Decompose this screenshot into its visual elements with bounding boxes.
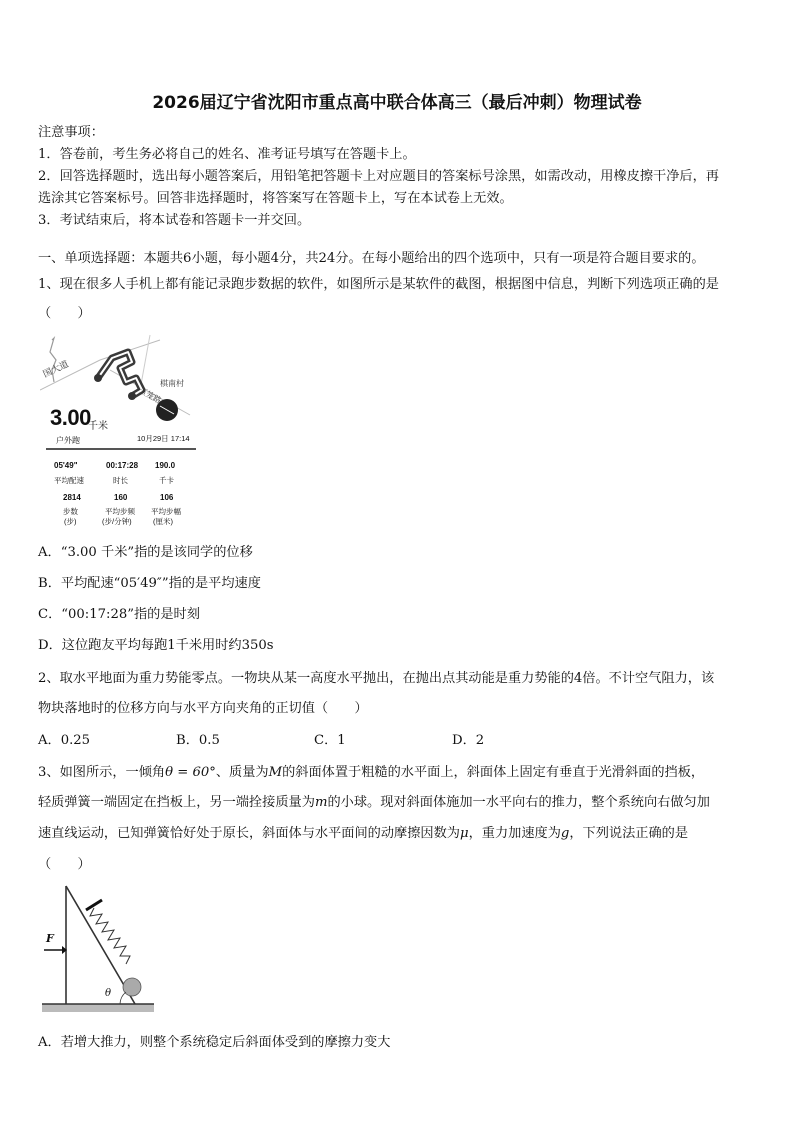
road-label-1: 国大道	[41, 358, 71, 380]
notice-heading: 注意事项：	[38, 125, 104, 140]
notice-item-2-cont: 选涂其它答案标号。回答非选择题时，将答案写在答题卡上，写在本试卷上无效。	[38, 191, 513, 206]
section-heading: 一、单项选择题：本题共6小题，每小题4分，共24分。在每小题给出的四个选项中，只有一项是符合题目要求的。	[38, 251, 705, 266]
stat-label-stride: 平均步幅	[151, 507, 181, 516]
q3-text: 速直线运动，已知弹簧恰好处于原长，斜面体与水平面间的动摩擦因数为	[38, 826, 460, 841]
notice-item-2: 2．回答选择题时，选出每小题答案后，用铅笔把答题卡上对应题目的答案标号涂黑，如需改动，用橡皮擦干净后，再	[38, 169, 719, 184]
stat-value-steps: 2814	[63, 493, 81, 502]
q3-g: g	[560, 826, 570, 841]
q3-mass-m: m	[314, 795, 328, 810]
angle-label: θ	[105, 988, 112, 999]
stat-sub-cadence: (步/分钟)	[102, 517, 132, 526]
q1-option-c: C．“00:17:28”指的是时刻	[38, 607, 200, 622]
q1-option-b: B．平均配速“05′49″”指的是平均速度	[38, 576, 261, 591]
running-app-figure	[40, 330, 200, 530]
q3-text: 的小球。现对斜面体施加一水平向右的推力，整个系统向右做匀加	[327, 795, 710, 810]
village-label: 棋南村	[160, 379, 184, 388]
ball	[123, 978, 141, 996]
q3-text: 的斜面体置于粗糙的水平面上，斜面体上固定有垂直于光滑斜面的挡板，	[282, 765, 705, 780]
incline-figure	[40, 880, 160, 1020]
notice-item-1: 1．答卷前，考生务必将自己的姓名、准考证号填写在答题卡上。	[38, 147, 416, 162]
ground	[42, 1004, 154, 1012]
q1-blank: （ ）	[38, 306, 91, 321]
incline-diagram	[40, 880, 160, 1020]
q3-text: ，下列说法正确的是	[569, 826, 689, 841]
q3-text: ，重力加速度为	[468, 826, 561, 841]
road-label-2: 玉笼路	[137, 385, 163, 406]
notice-item-3: 3．考试结束后，将本试卷和答题卡一并交回。	[38, 213, 311, 228]
q3-mu: μ	[460, 826, 469, 841]
run-date: 10月29日 17:14	[137, 434, 190, 443]
q3-option-a: A．若增大推力，则整个系统稳定后斜面体受到的摩擦力变大	[38, 1035, 391, 1050]
page-title: 2026届辽宁省沈阳市重点高中联合体高三（最后冲刺）物理试卷	[152, 93, 642, 113]
stat-label-kcal: 千卡	[159, 476, 174, 485]
q3-blank: （ ）	[38, 857, 91, 872]
q3-stem-line3	[38, 822, 688, 841]
force-label: F	[46, 932, 54, 945]
q3-stem-line1	[38, 761, 704, 780]
q2-option-d: D．2	[452, 733, 485, 748]
q3-mass-M: M	[268, 765, 283, 780]
q2-option-a: A．0.25	[38, 733, 91, 748]
distance-unit: 千米	[88, 421, 108, 432]
q1-stem: 1、现在很多人手机上都有能记录跑步数据的软件，如图所示是某软件的截图，根据图中信息，判断下列选项正确的是	[38, 277, 719, 292]
end-marker	[128, 392, 136, 400]
stat-value-kcal: 190.0	[155, 461, 176, 470]
stat-value-stride: 106	[160, 493, 174, 502]
q3-theta: θ = 60°	[165, 765, 216, 780]
stat-label-pace: 平均配速	[54, 476, 84, 485]
stat-sub-stride: (厘米)	[153, 517, 173, 526]
stat-value-pace: 05'49"	[54, 461, 78, 470]
divider	[46, 448, 196, 450]
run-mode: 户外跑	[56, 436, 80, 445]
q1-option-a: A．“3.00 千米”指的是该同学的位移	[38, 545, 253, 560]
stat-label-cadence: 平均步频	[105, 507, 135, 516]
stat-value-cadence: 160	[114, 493, 128, 502]
stat-value-duration: 00:17:28	[106, 461, 139, 470]
stat-label-duration: 时长	[113, 476, 128, 485]
q2-stem-cont: 物块落地时的位移方向与水平方向夹角的正切值（ ）	[38, 701, 368, 716]
distance-value: 3.00	[50, 405, 91, 430]
q3-text: 、质量为	[215, 765, 269, 780]
q2-option-c: C．1	[314, 733, 346, 748]
stat-label-steps: 步数	[63, 507, 78, 516]
q2-option-b: B．0.5	[176, 733, 220, 748]
q3-text: 轻质弹簧一端固定在挡板上，另一端拴接质量为	[38, 795, 315, 810]
start-marker	[94, 374, 102, 382]
q1-option-d: D．这位跑友平均每跑1千米用时约350s	[38, 638, 274, 653]
q2-stem: 2、取水平地面为重力势能零点。一物块从某一高度水平抛出，在抛出点其动能是重力势能的4倍。不计空气阻力，该	[38, 671, 715, 686]
stat-sub-steps: (步)	[64, 517, 77, 526]
q3-stem-line2	[38, 791, 710, 810]
q3-text: 3、如图所示，一倾角	[38, 765, 166, 780]
